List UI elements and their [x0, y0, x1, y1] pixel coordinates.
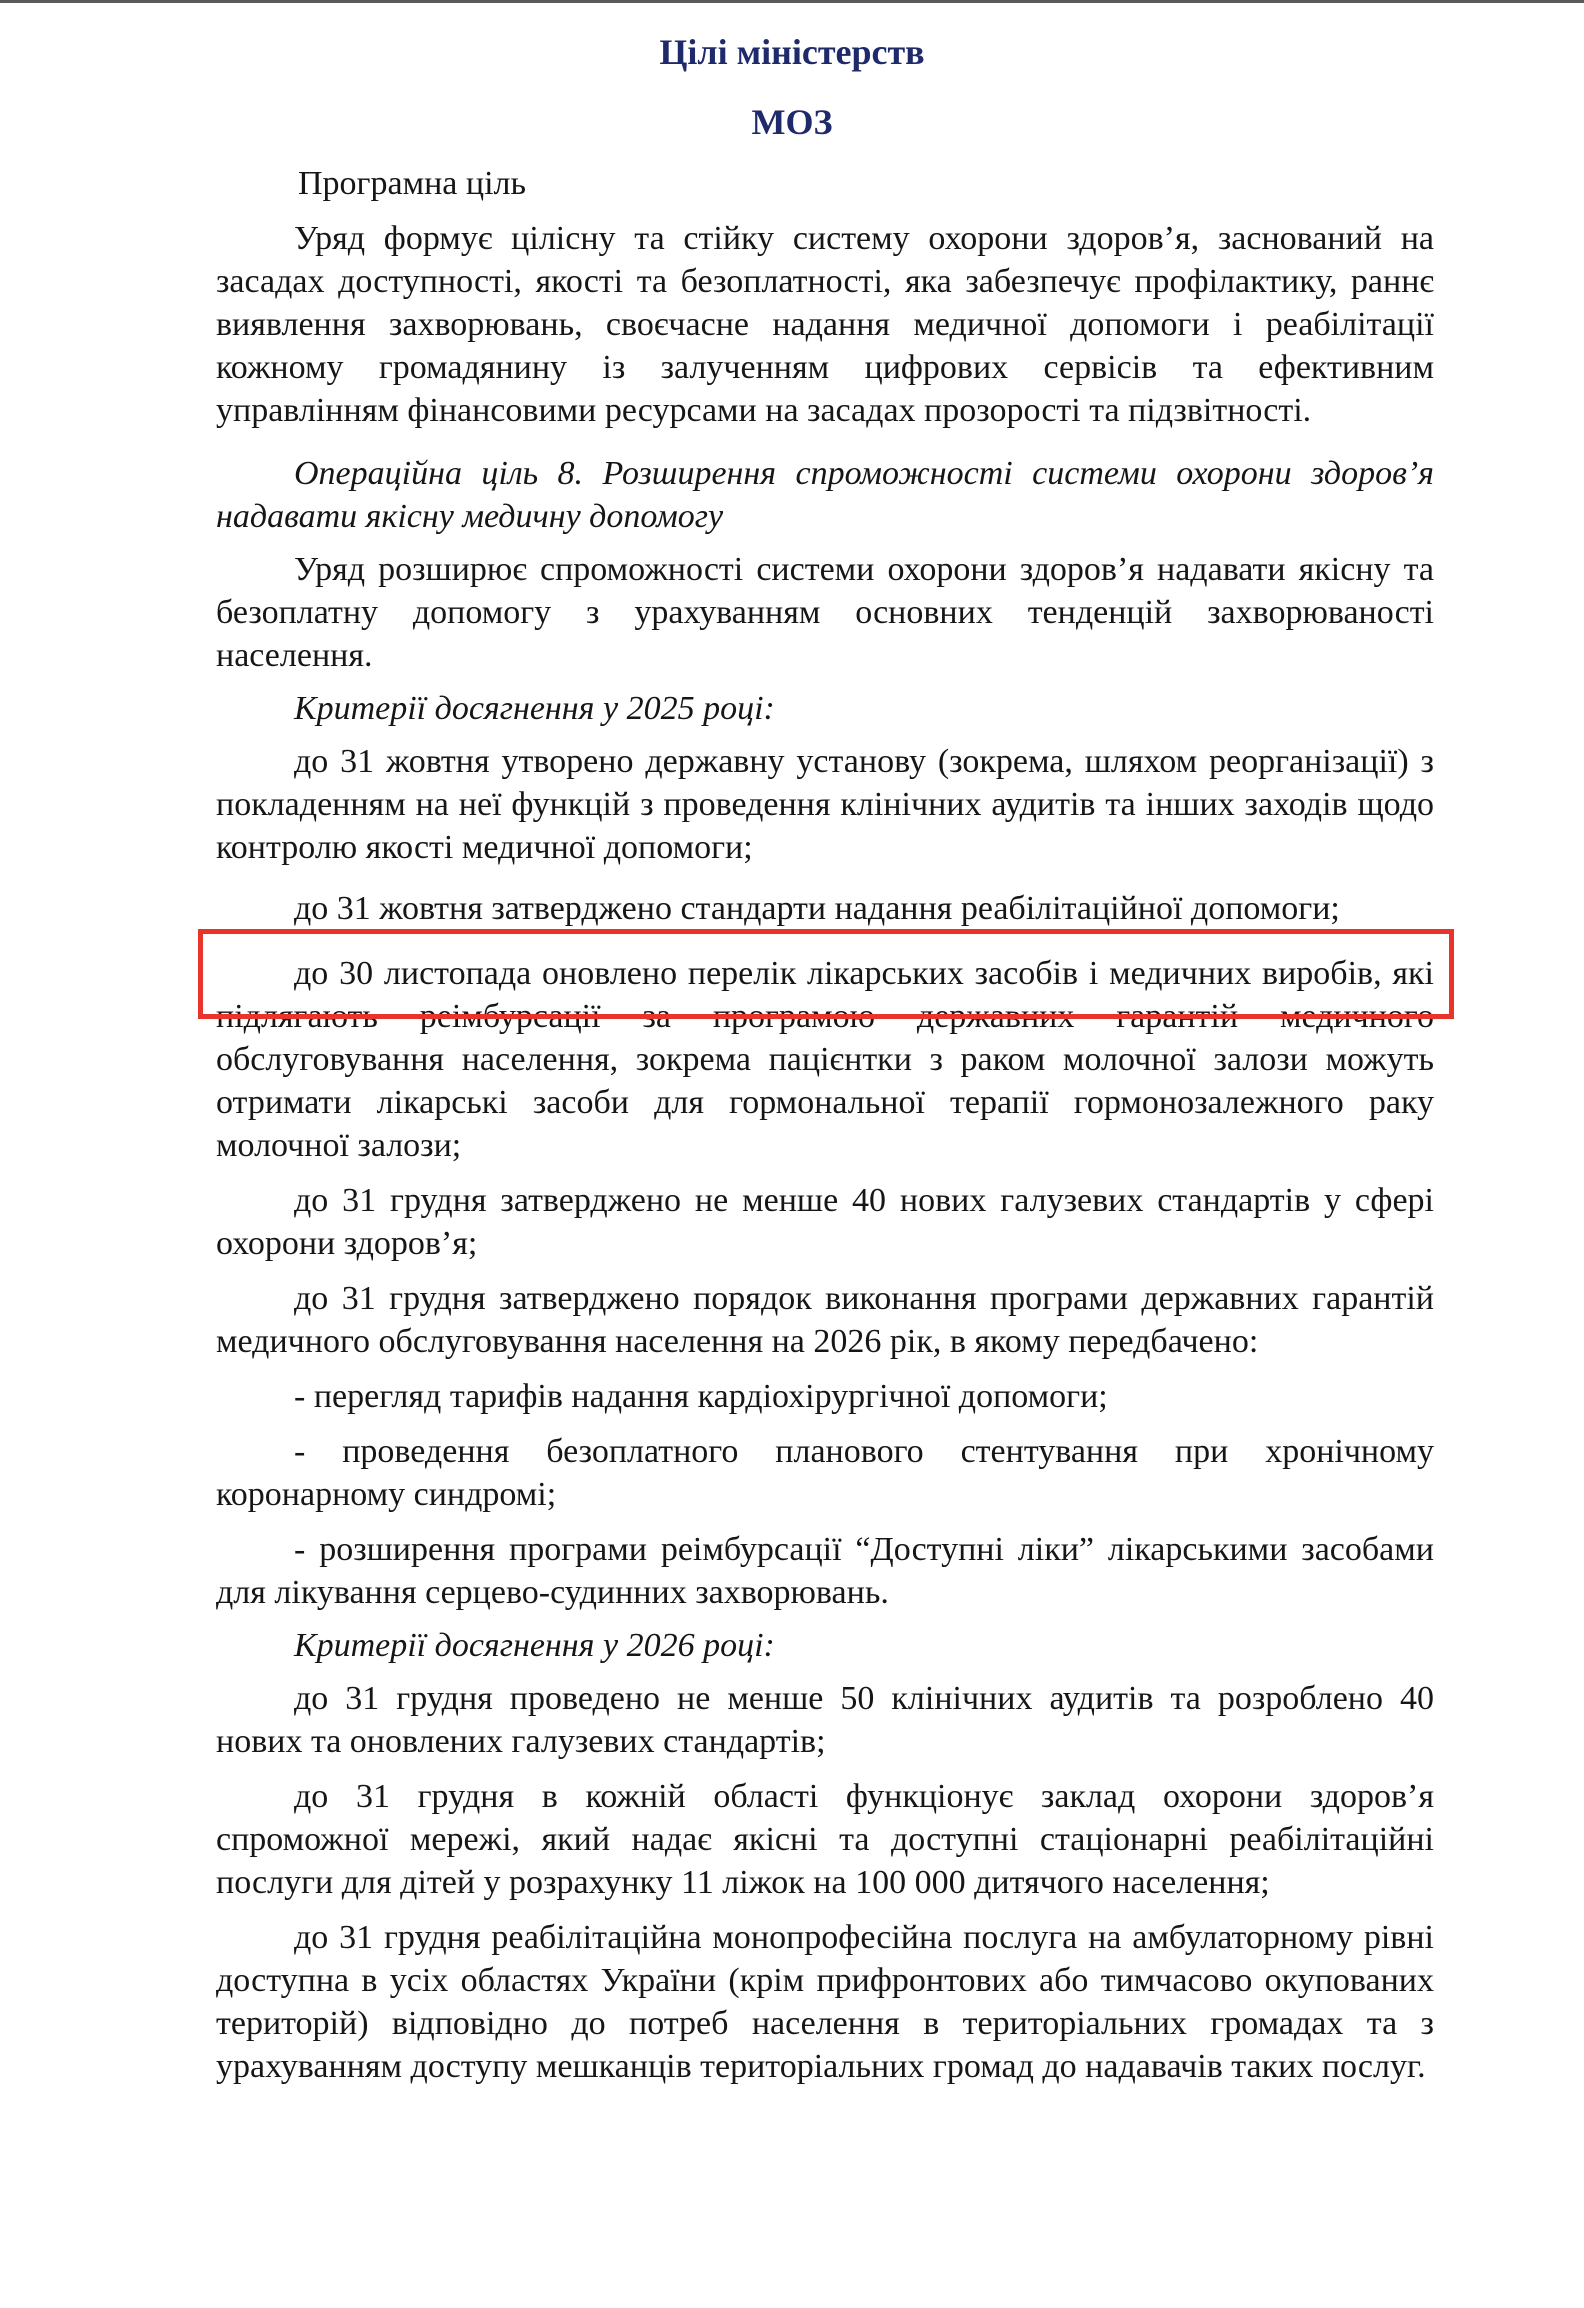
document-body [216, 162, 1434, 2088]
bullet-item: - проведення безоплатного планового стентування при хронічному коронарному синдромі; [216, 1433, 1434, 1513]
criteria-2026-label: Критерії досягнення у 2026 році: [294, 1627, 775, 1664]
program-goal-label: Програмна ціль [298, 165, 527, 202]
criteria-2025-item: до 31 грудня затверджено порядок виконання програми державних гарантій медичного обслуговування населення на 2026 рік, в якому передбачено: [216, 1280, 1434, 1360]
operational-goal-heading: Операційна ціль 8. Розширення спроможності системи охорони здоров’я надавати якісну медичну допомогу [216, 455, 1434, 535]
criteria-2025-item: до 30 листопада оновлено перелік лікарських засобів і медичних виробів, які підлягають реімбурсації за програмою державних гарантій медичного обслуговування населення, зокрема пацієнтки з раком молочної залози можуть отримати лікарські засоби для гормональної терапії гормонозалежного раку молочної залози; [216, 955, 1434, 1164]
criteria-2025-item-highlighted: до 31 жовтня затверджено стандарти надання реабілітаційної допомоги; [294, 890, 1340, 927]
criteria-2026-item: до 31 грудня реабілітаційна монопрофесійна послуга на амбулаторному рівні доступна в усіх областях України (крім прифронтових або тимчасово окупованих територій) відповідно до потреб населення в територіальних громадах та з урахуванням доступу мешканців територіальних громад до надавачів таких послуг. [216, 1919, 1434, 2085]
criteria-2025-item: до 31 грудня затверджено не менше 40 нових галузевих стандартів у сфері охорони здоров’я; [216, 1182, 1434, 1262]
top-border-line [0, 0, 1584, 3]
bullet-item: - перегляд тарифів надання кардіохірургічної допомоги; [294, 1378, 1108, 1415]
bullet-item: - розширення програми реімбурсації “Доступні ліки” лікарськими засобами для лікування серцево-судинних захворювань. [216, 1531, 1434, 1611]
operational-goal-text: Уряд розширює спроможності системи охорони здоров’я надавати якісну та безоплатну допомогу з урахуванням основних тенденцій захворюваності населення. [216, 551, 1434, 674]
program-goal-text: Уряд формує цілісну та стійку систему охорони здоров’я, заснований на засадах доступності, якості та безоплатності, яка забезпечує профілактику, раннє виявлення захворювань, своєчасне надання медичної допомоги і реабілітації кожному громадянину із залученням цифрових сервісів та ефективним управлінням фінансовими ресурсами на засадах прозорості та підзвітності. [216, 220, 1434, 429]
criteria-2026-item: до 31 грудня в кожній області функціонує заклад охорони здоров’я спроможної мережі, який надає якісні та доступні стаціонарні реабілітаційні послуги для дітей у розрахунку 11 ліжок на 100 000 дитячого населення; [216, 1778, 1434, 1901]
criteria-2026-item: до 31 грудня проведено не менше 50 клінічних аудитів та розроблено 40 нових та оновлених галузевих стандартів; [216, 1680, 1434, 1760]
ministry-heading: МОЗ [751, 102, 833, 142]
page-title: Цілі міністерств [659, 32, 925, 72]
criteria-2025-label: Критерії досягнення у 2025 році: [294, 690, 775, 727]
criteria-2025-item: до 31 жовтня утворено державну установу (зокрема, шляхом реорганізації) з покладенням на неї функцій з проведення клінічних аудитів та інших заходів щодо контролю якості медичної допомоги; [216, 743, 1434, 866]
